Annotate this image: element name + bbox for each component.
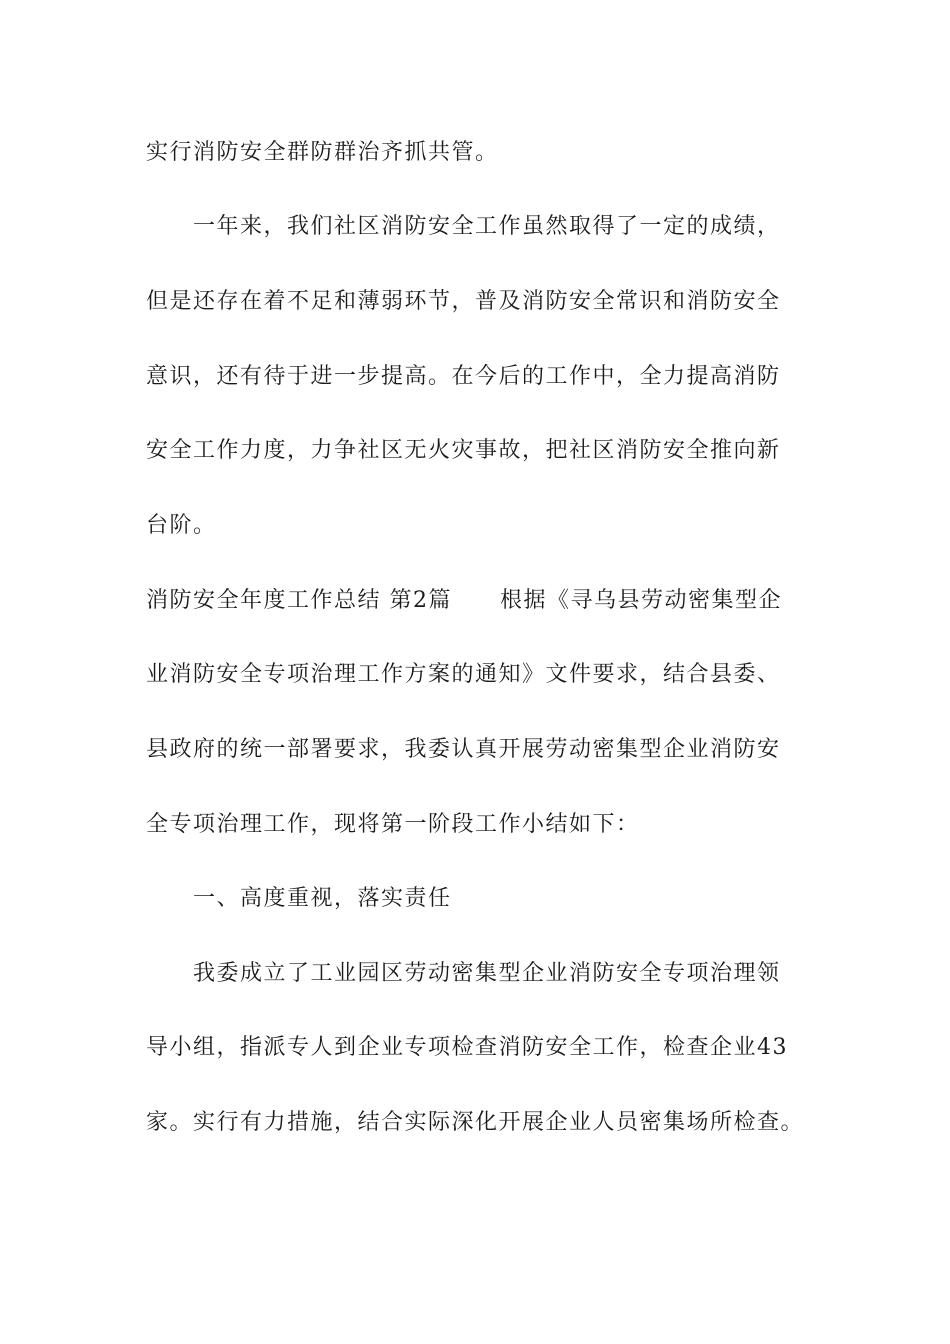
paragraph-line: 全专项治理工作，现将第一阶段工作小结如下： [146,812,640,837]
paragraph-line: 一年来，我们社区消防安全工作虽然取得了一定的成绩， [193,214,781,239]
paragraph-line: 我委成立了工业园区劳动密集型企业消防安全专项治理领 [193,961,781,986]
paragraph-line: 业消防安全专项治理工作方案的通知》文件要求，结合县委、 [146,662,781,687]
paragraph-line: 家。实行有力措施，结合实际深化开展企业人员密集场所检查。 [146,1110,805,1135]
paragraph-line: 导小组，指派专人到企业专项检查消防安全工作，检查企业43 [146,1035,788,1060]
paragraph-line: 实行消防安全群防群治齐抓共管。 [146,140,499,165]
paragraph-line: 台阶。 [146,513,217,538]
paragraph-line: 但是还存在着不足和薄弱环节，普及消防安全常识和消防安全 [146,289,781,314]
paragraph-text: 根据《寻乌县劳动密集型企 [500,588,783,613]
section-title: 消防安全年度工作总结 第2篇 [146,588,452,613]
subheading: 一、高度重视，落实责任 [193,886,452,911]
section-title-line [146,588,782,614]
paragraph-line: 县政府的统一部署要求，我委认真开展劳动密集型企业消防安 [146,737,781,762]
paragraph-line: 意识，还有待于进一步提高。在今后的工作中，全力提高消防 [146,364,781,389]
paragraph-line: 安全工作力度，力争社区无火灾事故，把社区消防安全推向新 [146,438,781,463]
